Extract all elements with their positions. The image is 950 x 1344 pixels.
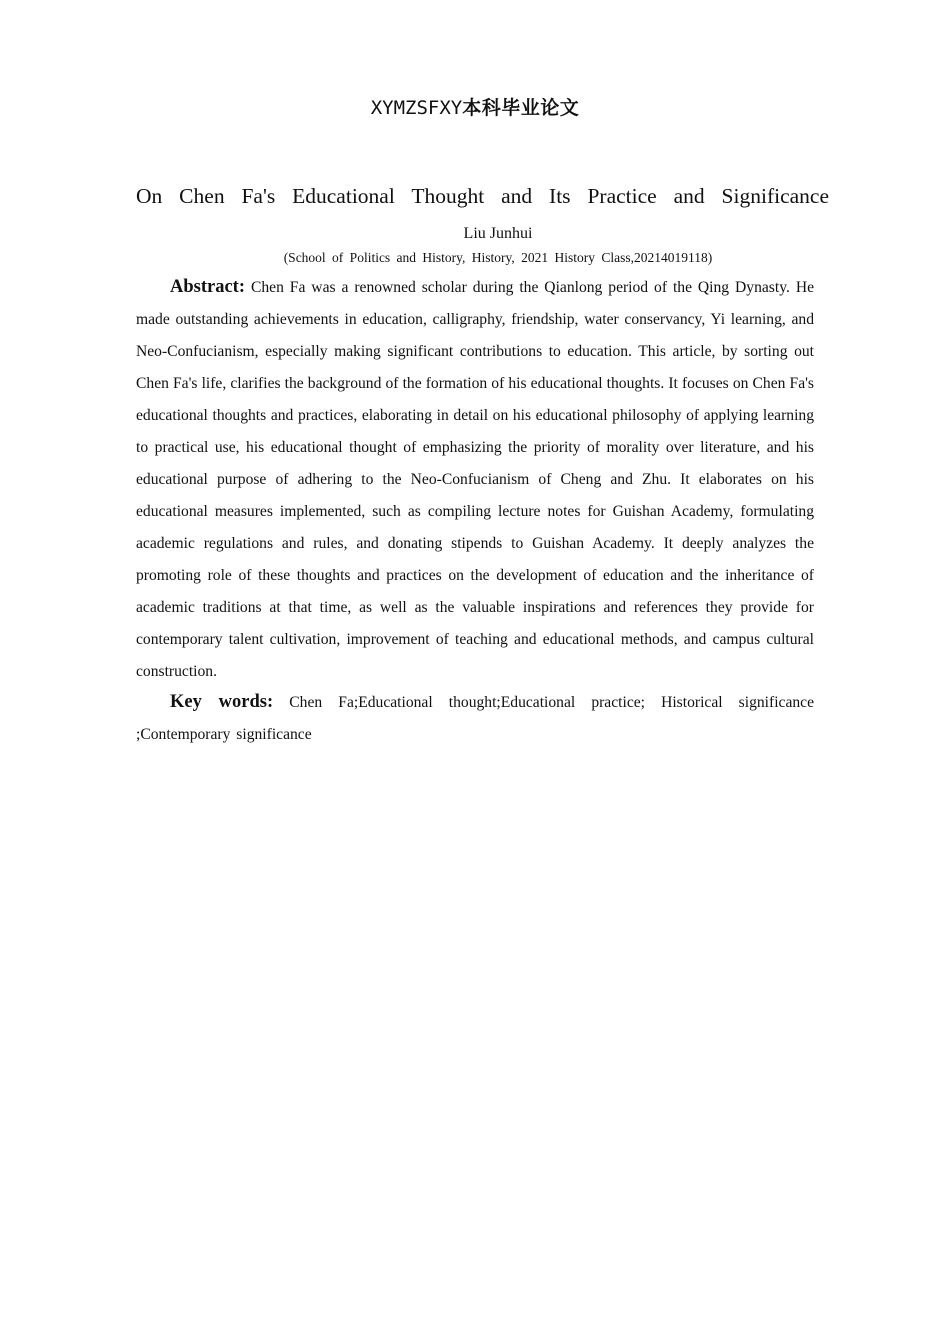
paper-title: On Chen Fa's Educational Thought and Its Practice and Significance — [136, 184, 829, 208]
author-affiliation: (School of Politics and History, History, 2021 History Class,20214019118) — [283, 250, 713, 265]
abstract-paragraph — [136, 271, 814, 688]
running-header — [0, 92, 950, 123]
keywords-text: Chen Fa;Educational thought;Educational practice; Historical significance ;Contemporary significance — [136, 694, 815, 743]
header-institution-code: XYMZSFXY — [370, 97, 463, 119]
author-name: Liu Junhui — [463, 225, 533, 242]
keywords-paragraph — [136, 686, 814, 751]
keywords-label: Key words: — [170, 692, 274, 712]
header-thesis-label: 本科毕业论文 — [462, 97, 580, 119]
abstract-label: Abstract: — [170, 277, 246, 297]
abstract-text: Chen Fa was a renowned scholar during the Qianlong period of the Qing Dynasty. He made outstanding achievements in education, calligraphy, friendship, water conservancy, Yi learning, and Neo-Confucianism, especially making significant contributions to education. This article, by sorting out Chen Fa's life, clarifies the background of the formation of his educational thoughts. It focuses on Chen Fa's educational thoughts and practices, elaborating in detail on his educational philosophy of applying learning to practical use, his educational thought of emphasizing the priority of morality over literature, and his educational purpose of adhering to the Neo-Confucianism of Cheng and Zhu. It elaborates on his educational measures implemented, such as compiling lecture notes for Guishan Academy, formulating academic regulations and rules, and donating stipends to Guishan Academy. It deeply analyzes the promoting role of these thoughts and practices on the development of education and the inheritance of academic traditions at that time, as well as the valuable inspirations and references they provide for contemporary talent cultivation, improvement of teaching and educational methods, and campus cultural construction. — [136, 279, 814, 680]
